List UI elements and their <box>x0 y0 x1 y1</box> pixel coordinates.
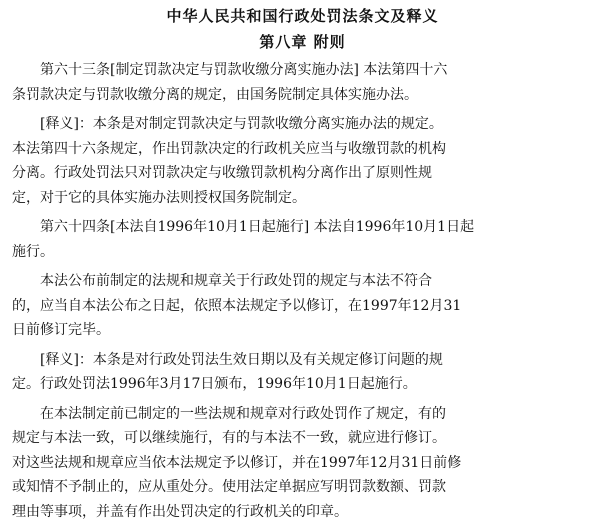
article-64-second-paragraph <box>12 269 593 343</box>
article-64-explanation <box>12 348 593 397</box>
article-63-explanation <box>12 112 593 210</box>
text-line: [释义]：本条是对行政处罚法生效日期以及有关规定修订问题的规 <box>40 351 443 368</box>
text-line: 日前修订完毕。 <box>12 322 110 338</box>
text-line: 或知情不予制止的，应从重处分。使用法定单据应写明罚款数额、罚款 <box>12 479 446 495</box>
article-63-paragraph <box>12 58 593 107</box>
text-line: 施行。 <box>12 243 54 260</box>
text-line: 第六十三条[制定罚款决定与罚款收缴分离实施办法] 本法第四十六 <box>40 62 448 78</box>
text-line: 理由等事项，并盖有作出处罚决定的行政机关的印章。 <box>12 503 348 520</box>
text-line: 本法公布前制定的法规和规章关于行政处罚的规定与本法不符合 <box>40 273 432 289</box>
article-64-explanation-continued <box>12 402 593 524</box>
text-line: 本法第四十六条规定，作出罚款决定的行政机关应当与收缴罚款的机构 <box>12 140 446 157</box>
text-line: 第六十四条[本法自1996年10月1日起施行] 本法自1996年10月1日起 <box>40 219 475 235</box>
text-line: 条罚款决定与罚款收缴分离的规定，由国务院制定具体实施办法。 <box>12 86 418 103</box>
chapter-title: 第八章 附则 <box>259 33 346 51</box>
document-title: 中华人民共和国行政处罚法条文及释义 <box>166 7 439 25</box>
text-line: 分离。行政处罚法只对罚款决定与收缴罚款机构分离作出了原则性规 <box>12 165 432 181</box>
text-line: 定，对于它的具体实施办法则授权国务院制定。 <box>12 189 306 206</box>
text-line: 在本法制定前已制定的一些法规和规章对行政处罚作了规定，有的 <box>40 405 446 422</box>
text-line: 对这些法规和规章应当依本法规定予以修订，并在1997年12月31日前修 <box>12 454 462 471</box>
text-line: 的，应当自本法公布之日起，依照本法规定予以修订，在1997年12月31 <box>12 297 462 314</box>
text-line: [释义]：本条是对制定罚款决定与罚款收缴分离实施办法的规定。 <box>40 116 443 132</box>
text-line: 定。行政处罚法1996年3月17日颁布，1996年10月1日起施行。 <box>12 376 417 392</box>
text-line: 规定与本法一致，可以继续施行，有的与本法不一致，就应进行修订。 <box>12 430 446 446</box>
article-64-paragraph <box>12 215 593 264</box>
